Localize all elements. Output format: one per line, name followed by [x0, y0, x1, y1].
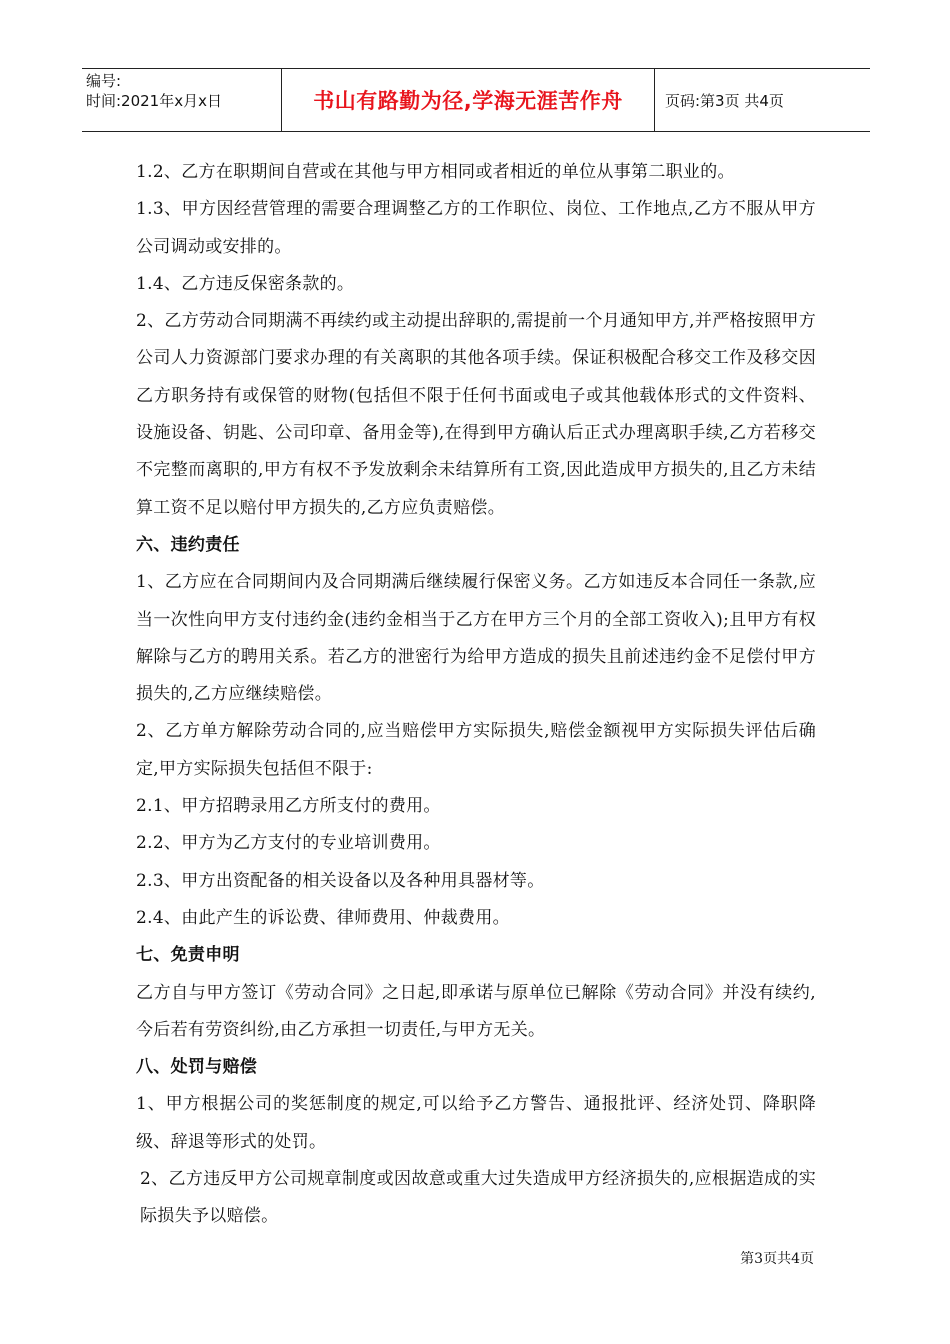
document-date: 时间:2021年x月x日 — [86, 92, 222, 110]
clause-1-4: 1.4、乙方违反保密条款的。 — [136, 273, 355, 294]
document-number: 编号: — [86, 72, 122, 90]
page-header — [82, 68, 870, 132]
header-page-number: 页码:第3页 共4页 — [665, 91, 784, 110]
document-body — [136, 154, 816, 1236]
breach-clause-2-4: 2.4、由此产生的诉讼费、律师费用、仲裁费用。 — [136, 907, 510, 928]
header-meta — [82, 69, 282, 131]
clause-1-3: 1.3、甲方因经营管理的需要合理调整乙方的工作职位、岗位、工作地点,乙方不服从甲方公司调动或安排的。 — [136, 199, 816, 257]
disclaimer-text: 乙方自与甲方签订《劳动合同》之日起,即承诺与原单位已解除《劳动合同》并没有续约,今后若有劳资纠纷,由乙方承担一切责任,与甲方无关。 — [136, 982, 816, 1040]
breach-clause-2: 2、乙方单方解除劳动合同的,应当赔偿甲方实际损失,赔偿金额视甲方实际损失评估后确定,甲方实际损失包括但不限于: — [136, 721, 816, 779]
section-heading-breach: 六、违约责任 — [136, 534, 240, 555]
section-heading-disclaimer: 七、免责申明 — [136, 945, 240, 966]
penalty-clause-1: 1、甲方根据公司的奖惩制度的规定,可以给予乙方警告、通报批评、经济处罚、降职降级、辞退等形式的处罚。 — [136, 1094, 816, 1152]
section-heading-penalty: 八、处罚与赔偿 — [136, 1057, 258, 1078]
breach-clause-2-3: 2.3、甲方出资配备的相关设备以及各种用具器材等。 — [136, 870, 545, 891]
breach-clause-2-2: 2.2、甲方为乙方支付的专业培训费用。 — [136, 833, 441, 854]
header-motto: 书山有路勤为径,学海无涯苦作舟 — [282, 69, 655, 131]
penalty-clause-2: 2、乙方违反甲方公司规章制度或因故意或重大过失造成甲方经济损失的,应根据造成的实际损失予以赔偿。 — [140, 1169, 816, 1227]
clause-1-2: 1.2、乙方在职期间自营或在其他与甲方相同或者相近的单位从事第二职业的。 — [136, 162, 735, 182]
clause-2-resignation: 2、乙方劳动合同期满不再续约或主动提出辞职的,需提前一个月通知甲方,并严格按照甲方公司人力资源部门要求办理的有关离职的其他各项手续。保证积极配合移交工作及移交因乙方职务持有或保管的财物(包括但不限于任何书面或电子或其他载体形式的文件资料、设施设备、钥匙、公司印章、备用金等),在得到甲方确认后正式办理离职手续,乙方若移交不完整而离职的,甲方有权不予发放剩余未结算所有工资,因此造成甲方损失的,且乙方未结算工资不足以赔付甲方损失的,乙方应负责赔偿。 — [136, 311, 816, 518]
breach-clause-2-1: 2.1、甲方招聘录用乙方所支付的费用。 — [136, 796, 441, 817]
footer-page-number: 第3页共4页 — [740, 1251, 814, 1267]
breach-clause-1: 1、乙方应在合同期间内及合同期满后继续履行保密义务。乙方如违反本合同任一条款,应当一次性向甲方支付违约金(违约金相当于乙方在甲方三个月的全部工资收入);且甲方有权解除与乙方的聘用关系。若乙方的泄密行为给甲方造成的损失且前述违约金不足偿付甲方损失的,乙方应继续赔偿。 — [136, 572, 816, 705]
